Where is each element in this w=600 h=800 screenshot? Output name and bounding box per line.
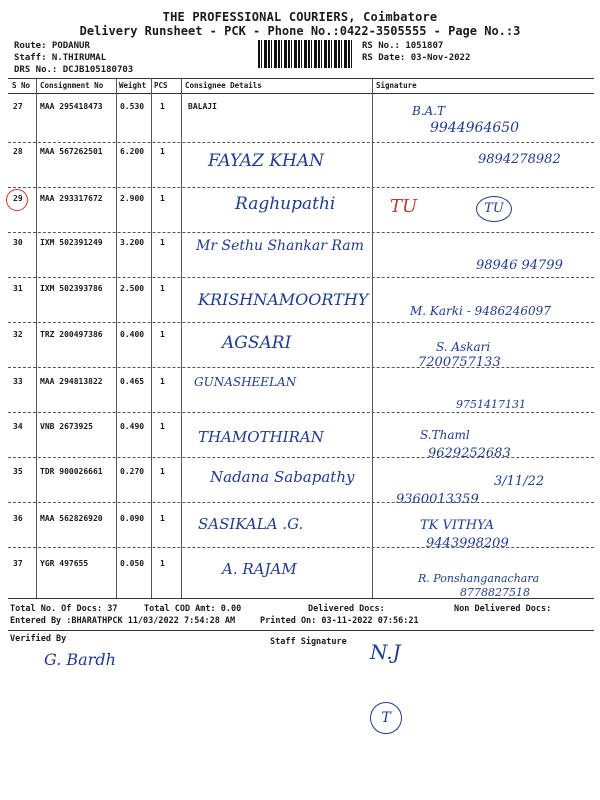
row-consignment: IXM 502391249 [40, 238, 103, 247]
row-sno: 30 [13, 238, 23, 247]
row-weight: 0.050 [120, 559, 145, 568]
table-top-rule [8, 78, 594, 79]
entered-by: Entered By :BHARATHPCK 11/03/2022 7:54:28 AM [10, 616, 236, 626]
row-weight: 2.900 [120, 194, 145, 203]
row-pcs: 1 [160, 559, 165, 568]
row-consignment: IXM 502393786 [40, 284, 103, 293]
col-header-pcs: PCS [154, 81, 168, 90]
row-printed-consignee: BALAJI [188, 102, 217, 111]
row-consignment: MAA 293317672 [40, 194, 103, 203]
row-consignee-handwritten: AGSARI [222, 333, 292, 353]
row-sno: 34 [13, 422, 23, 431]
row-signature-phone: 9360013359 [396, 492, 479, 507]
row-consignment: MAA 294813822 [40, 377, 103, 386]
row-consignee-handwritten: FAYAZ KHAN [208, 151, 324, 171]
barcode [258, 40, 354, 68]
row-consignee-handwritten: KRISHNAMOORTHY [198, 290, 369, 309]
table-bottom-rule [8, 598, 594, 599]
row-consignee-handwritten: Mr Sethu Shankar Ram [196, 238, 364, 254]
col-divider [116, 78, 117, 598]
row-pcs: 1 [160, 514, 165, 523]
drs-label: DRS No.: DCJB105180703 [14, 65, 134, 75]
staff-label: Staff: N.THIRUMAL [14, 53, 107, 63]
rs-number: RS No.: 1051807 [362, 41, 444, 51]
total-docs: Total No. Of Docs: 37 [10, 604, 118, 614]
row-divider [8, 187, 594, 188]
runsheet-subtitle: Delivery Runsheet - PCK - Phone No.:0422-3505555 - Page No.:3 [79, 24, 521, 38]
row-divider [8, 322, 594, 323]
col-header-consignee: Consignee Details [185, 81, 262, 90]
row-signature: B.A.T [412, 104, 446, 118]
staff-signature-handwritten: N.J [370, 640, 401, 664]
row-sno: 37 [13, 559, 23, 568]
row-consignment: YGR 497655 [40, 559, 89, 568]
row-signature: R. Ponshanganachara [418, 572, 540, 585]
row-consignment: MAA 295418473 [40, 102, 103, 111]
row-consignment: MAA 562826920 [40, 514, 103, 523]
total-cod: Total COD Amt: 0.00 [144, 604, 242, 614]
row-pcs: 1 [160, 467, 165, 476]
row-divider [8, 367, 594, 368]
bottom-circle-mark: T [370, 702, 402, 734]
non-delivered-docs: Non Delivered Docs: [454, 604, 552, 614]
col-divider [36, 78, 37, 598]
row-sno: 33 [13, 377, 23, 386]
verified-by-label: Verified By [10, 634, 67, 644]
row-divider [8, 457, 594, 458]
row-pcs: 1 [160, 147, 165, 156]
col-divider [181, 78, 182, 598]
row-consignment: MAA 567262501 [40, 147, 103, 156]
route-label: Route: PODANUR [14, 41, 90, 51]
row-pcs: 1 [160, 284, 165, 293]
delivered-docs: Delivered Docs: [308, 604, 385, 614]
row-weight: 0.490 [120, 422, 145, 431]
row-signature-phone: 98946 94799 [476, 258, 563, 273]
staff-signature-label: Staff Signature [270, 637, 347, 647]
row-divider [8, 232, 594, 233]
row-pcs: 1 [160, 330, 165, 339]
row-signature: M. Karki - 9486246097 [410, 304, 551, 318]
row-weight: 0.465 [120, 377, 145, 386]
row-weight: 6.200 [120, 147, 145, 156]
rs-date: RS Date: 03-Nov-2022 [362, 53, 471, 63]
row-sno: 32 [13, 330, 23, 339]
col-divider [151, 78, 152, 598]
row-sno: 29 [13, 194, 23, 203]
col-divider [372, 78, 373, 598]
col-header-sno: S No [12, 81, 31, 90]
row-divider [8, 502, 594, 503]
row-sno: 31 [13, 284, 23, 293]
row-signature: S. Askari [436, 340, 491, 354]
row-signature-phone: 9894278982 [478, 152, 561, 167]
row-signature-phone: 7200757133 [418, 355, 501, 370]
row-weight: 0.270 [120, 467, 145, 476]
row-consignee-handwritten: Nadana Sabapathy [210, 468, 355, 486]
row-signature-phone: 8778827518 [460, 586, 530, 599]
row-divider [8, 142, 594, 143]
row-consignee-handwritten: THAMOTHIRAN [198, 428, 324, 446]
row-weight: 2.500 [120, 284, 145, 293]
row-signature-phone: 9944964650 [430, 120, 520, 136]
row-weight: 0.530 [120, 102, 145, 111]
row-consignment: VNB 2673925 [40, 422, 93, 431]
row-divider [8, 412, 594, 413]
row-pcs: 1 [160, 102, 165, 111]
row-pcs: 1 [160, 377, 165, 386]
row-sno: 27 [13, 102, 23, 111]
row-pcs: 1 [160, 238, 165, 247]
row-signature-phone: 9629252683 [428, 446, 511, 461]
row-signature-phone: 9751417131 [456, 398, 526, 411]
row-consignment: TRZ 200497386 [40, 330, 103, 339]
verified-by-signature: G. Bardh [44, 650, 116, 669]
footer-rule [8, 630, 594, 631]
row-signature: S.Thaml [420, 428, 470, 442]
row-consignee-handwritten: SASIKALA .G. [198, 515, 304, 533]
row-weight: 0.400 [120, 330, 145, 339]
row-consignee-handwritten: GUNASHEELAN [194, 375, 297, 389]
table-header-rule [8, 93, 594, 94]
row-sno: 35 [13, 467, 23, 476]
col-header-signature: Signature [376, 81, 417, 90]
col-header-weight: Weight [119, 81, 147, 90]
row-divider [8, 547, 594, 548]
row-pcs: 1 [160, 194, 165, 203]
row-divider [8, 277, 594, 278]
company-title: THE PROFESSIONAL COURIERS, Coimbatore [162, 10, 438, 24]
row-signature-date: 3/11/22 [494, 474, 545, 489]
col-header-consignment: Consignment No [40, 81, 104, 90]
row-sno: 36 [13, 514, 23, 523]
printed-on: Printed On: 03-11-2022 07:56:21 [260, 616, 419, 626]
row-sno: 28 [13, 147, 23, 156]
row-consignment: TDR 900026661 [40, 467, 103, 476]
row-signature: TK VITHYA [420, 518, 495, 533]
row-weight: 0.090 [120, 514, 145, 523]
row-signature-phone: 9443998209 [426, 536, 509, 551]
row-signature-blue: TU [476, 196, 512, 222]
row-consignee-handwritten: A. RAJAM [222, 560, 297, 578]
row-signature-red: TU [390, 196, 418, 217]
row-consignee-handwritten: Raghupathi [235, 194, 336, 214]
row-pcs: 1 [160, 422, 165, 431]
row-weight: 3.200 [120, 238, 145, 247]
